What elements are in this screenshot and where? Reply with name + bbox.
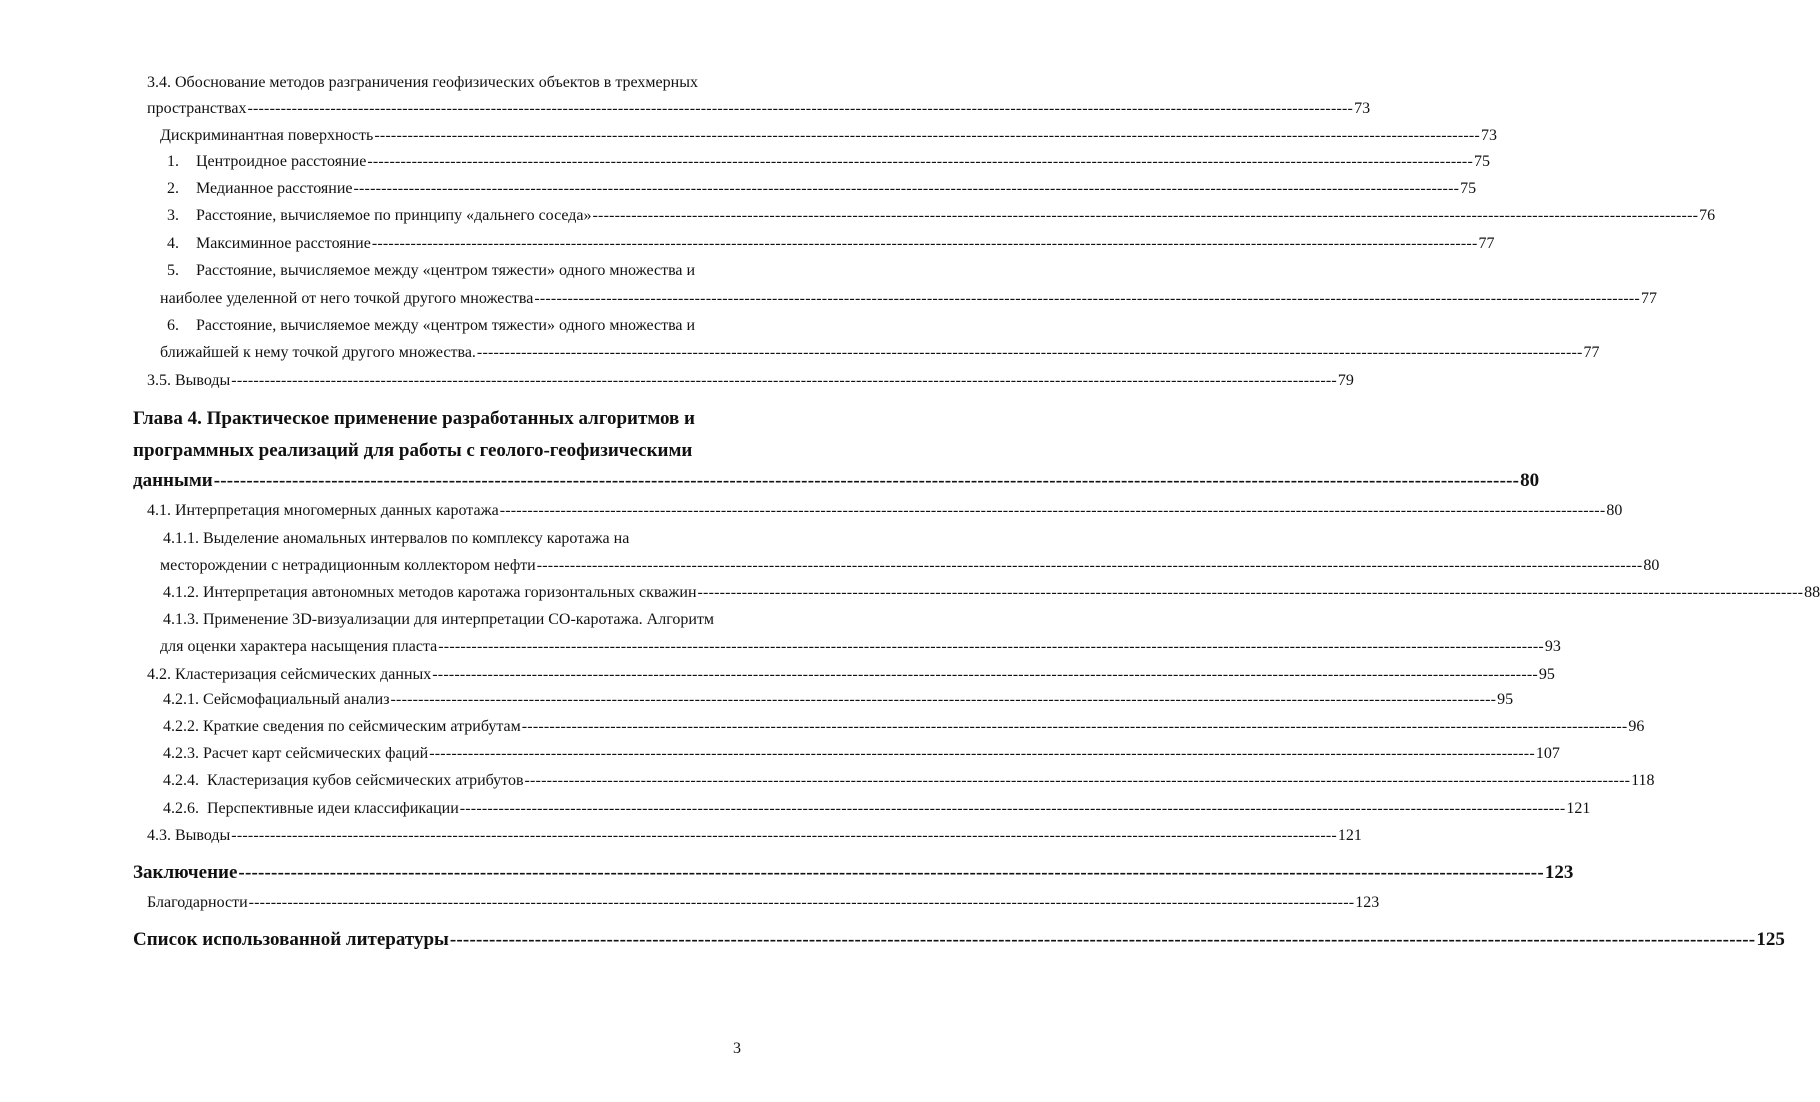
page-ref: 107 (1535, 745, 1560, 762)
page-ref: 123 (1355, 894, 1380, 911)
item-number: 6. (167, 317, 179, 334)
toc-entry-4-2-4 (163, 771, 1655, 791)
page-ref: 79 (1337, 372, 1354, 389)
page-ref: 77 (1640, 290, 1657, 307)
page-ref: 121 (1566, 800, 1591, 817)
entry-text: 4.2. Кластеризация сейсмических данных (147, 666, 432, 683)
chapter-title: Заключение (133, 862, 238, 883)
entry-text: Благодарности (147, 894, 248, 911)
page-ref: 95 (1497, 691, 1514, 708)
item-number: 5. (167, 262, 179, 279)
leader: -------------------------------------------------------------------------------------------------------------------------------------------------------------------------------------------------------- (534, 290, 1640, 307)
entry-text: Максиминное расстояние (196, 235, 371, 252)
toc-entry-3-5 (147, 371, 1354, 391)
entry-text: 4.1.2. Интерпретация автономных методов каротажа горизонтальных скважин (163, 584, 697, 601)
toc-item-1 (167, 152, 1490, 172)
toc-entry-3-4 (147, 73, 698, 93)
leader: -------------------------------------------------------------------------------------------------------------------------------------------------------------------------------------------------------- (353, 180, 1460, 197)
entry-text: 4.1.1. Выделение аномальных интервалов по комплексу каротажа на (163, 530, 630, 547)
chapter-title: Список использованной литературы (133, 929, 449, 950)
leader: -------------------------------------------------------------------------------------------------------------------------------------------------------------------------------------------------------- (390, 691, 1497, 708)
page-ref: 125 (1756, 929, 1785, 950)
entry-text: Расстояние, вычисляемое между «центром тяжести» одного множества и (196, 262, 696, 279)
page-ref: 80 (1643, 557, 1660, 574)
toc-entry-4-1-2 (163, 583, 1820, 603)
entry-text: ближайшей к нему точкой другого множества. (160, 344, 476, 361)
toc-item-2 (167, 179, 1477, 199)
chapter-title: Глава 4. Практическое применение разработанных алгоритмов и (133, 408, 695, 429)
entry-text: Расстояние, вычисляемое по принципу «дальнего соседа» (196, 207, 592, 224)
entry-text: для оценки характера насыщения пласта (160, 638, 438, 655)
toc-chapter-4-line3 (133, 469, 1540, 493)
item-number: 1. (167, 153, 179, 170)
page-ref: 77 (1478, 235, 1495, 252)
leader: -------------------------------------------------------------------------------------------------------------------------------------------------------------------------------------------------------- (592, 207, 1699, 224)
toc-item-3 (167, 206, 1716, 226)
page-ref: 75 (1473, 153, 1490, 170)
leader: -------------------------------------------------------------------------------------------------------------------------------------------------------------------------------------------------------- (438, 638, 1544, 655)
toc-references (133, 928, 1785, 952)
page-ref: 73 (1354, 100, 1371, 117)
toc-entry-4-1-3 (163, 610, 714, 630)
page-ref: 76 (1699, 207, 1716, 224)
toc-entry-4-1-1-cont (160, 556, 1660, 576)
leader: -------------------------------------------------------------------------------------------------------------------------------------------------------------------------------------------------------- (374, 127, 1480, 144)
leader: -------------------------------------------------------------------------------------------------------------------------------------------------------------------------------------------------------- (238, 862, 1544, 883)
leader: -------------------------------------------------------------------------------------------------------------------------------------------------------------------------------------------------------- (247, 100, 1354, 117)
page-ref: 88 (1804, 584, 1820, 601)
entry-text: 4.1. Интерпретация многомерных данных каротажа (147, 502, 499, 519)
toc-entry-4-2-2 (163, 717, 1645, 737)
toc-acknowledgements (147, 893, 1380, 913)
toc-entry-4-1-3-cont (160, 637, 1561, 657)
toc-conclusion (133, 861, 1574, 885)
leader: -------------------------------------------------------------------------------------------------------------------------------------------------------------------------------------------------------- (521, 718, 1628, 735)
page-ref: 123 (1544, 862, 1574, 883)
leader: -------------------------------------------------------------------------------------------------------------------------------------------------------------------------------------------------------- (367, 153, 1473, 170)
toc-chapter-4-line2 (133, 439, 692, 463)
leader: -------------------------------------------------------------------------------------------------------------------------------------------------------------------------------------------------------- (231, 827, 1337, 844)
leader: -------------------------------------------------------------------------------------------------------------------------------------------------------------------------------------------------------- (371, 235, 1478, 252)
leader: -------------------------------------------------------------------------------------------------------------------------------------------------------------------------------------------------------- (476, 344, 1583, 361)
entry-text: месторождении с нетрадиционным коллектором нефти (160, 557, 536, 574)
toc-entry-4-1-1 (163, 529, 629, 549)
toc-entry-4-2-3 (163, 744, 1560, 764)
toc-entry-4-2 (147, 665, 1555, 685)
chapter-title: данными (133, 470, 213, 491)
page-ref: 80 (1520, 470, 1540, 491)
entry-text: 3.5. Выводы (147, 372, 231, 389)
entry-text: наиболее уделенной от него точкой другого множества (160, 290, 534, 307)
entry-text: 4.1.3. Применение 3D-визуализации для интерпретации СО-каротажа. Алгоритм (163, 611, 715, 628)
entry-text: Дискриминантная поверхность (160, 127, 374, 144)
entry-text: 4.2.2. Краткие сведения по сейсмическим атрибутам (163, 718, 521, 735)
toc-chapter-4 (133, 407, 695, 431)
entry-text: Центроидное расстояние (196, 153, 367, 170)
item-number: 3. (167, 207, 179, 224)
page-number: 3 (733, 1040, 741, 1057)
leader: -------------------------------------------------------------------------------------------------------------------------------------------------------------------------------------------------------- (524, 772, 1631, 789)
leader: -------------------------------------------------------------------------------------------------------------------------------------------------------------------------------------------------------- (432, 666, 1538, 683)
page-ref: 75 (1460, 180, 1477, 197)
toc-entry-4-2-6 (163, 799, 1591, 819)
entry-text: Расстояние, вычисляемое между «центром тяжести» одного множества и (196, 317, 696, 334)
leader: -------------------------------------------------------------------------------------------------------------------------------------------------------------------------------------------------------- (248, 894, 1355, 911)
toc-item-5-cont (160, 289, 1657, 309)
leader: -------------------------------------------------------------------------------------------------------------------------------------------------------------------------------------------------------- (231, 372, 1337, 389)
toc-entry-3-4-cont (147, 99, 1371, 119)
page-ref: 95 (1538, 666, 1555, 683)
chapter-title: программных реализаций для работы с геолого-геофизическими (133, 440, 693, 461)
entry-text: 4.2.6. Перспективные идеи классификации (163, 800, 459, 817)
page-ref: 73 (1480, 127, 1497, 144)
toc-item-6 (167, 316, 695, 336)
page-ref: 121 (1337, 827, 1362, 844)
entry-text: Медианное расстояние (196, 180, 353, 197)
toc-entry-4-2-1 (163, 690, 1514, 710)
toc-entry-4-1 (147, 501, 1623, 521)
leader: -------------------------------------------------------------------------------------------------------------------------------------------------------------------------------------------------------- (697, 584, 1804, 601)
toc-item-6-cont (160, 343, 1600, 363)
page-ref: 96 (1628, 718, 1645, 735)
item-number: 2. (167, 180, 179, 197)
entry-text: 3.4. Обоснование методов разграничения геофизических объектов в трехмерных (147, 74, 698, 91)
entry-text: пространствах (147, 100, 247, 117)
entry-text: 4.2.3. Расчет карт сейсмических фаций (163, 745, 429, 762)
leader: -------------------------------------------------------------------------------------------------------------------------------------------------------------------------------------------------------- (429, 745, 1535, 762)
entry-text: 4.2.1. Сейсмофациальный анализ (163, 691, 390, 708)
page-ref: 80 (1606, 502, 1623, 519)
page-ref: 77 (1583, 344, 1600, 361)
entry-text: 4.3. Выводы (147, 827, 231, 844)
leader: -------------------------------------------------------------------------------------------------------------------------------------------------------------------------------------------------------- (459, 800, 1566, 817)
page-ref: 93 (1544, 638, 1561, 655)
leader: -------------------------------------------------------------------------------------------------------------------------------------------------------------------------------------------------------- (499, 502, 1606, 519)
leader: -------------------------------------------------------------------------------------------------------------------------------------------------------------------------------------------------------- (213, 470, 1520, 491)
toc-entry-discriminant (160, 126, 1497, 146)
toc-item-5 (167, 261, 695, 281)
toc-entry-4-3 (147, 826, 1362, 846)
page-ref: 118 (1631, 772, 1655, 789)
leader: -------------------------------------------------------------------------------------------------------------------------------------------------------------------------------------------------------- (536, 557, 1643, 574)
entry-text: 4.2.4. Кластеризация кубов сейсмических атрибутов (163, 772, 524, 789)
item-number: 4. (167, 235, 179, 252)
leader: -------------------------------------------------------------------------------------------------------------------------------------------------------------------------------------------------------- (449, 929, 1756, 950)
toc-item-4 (167, 234, 1495, 254)
